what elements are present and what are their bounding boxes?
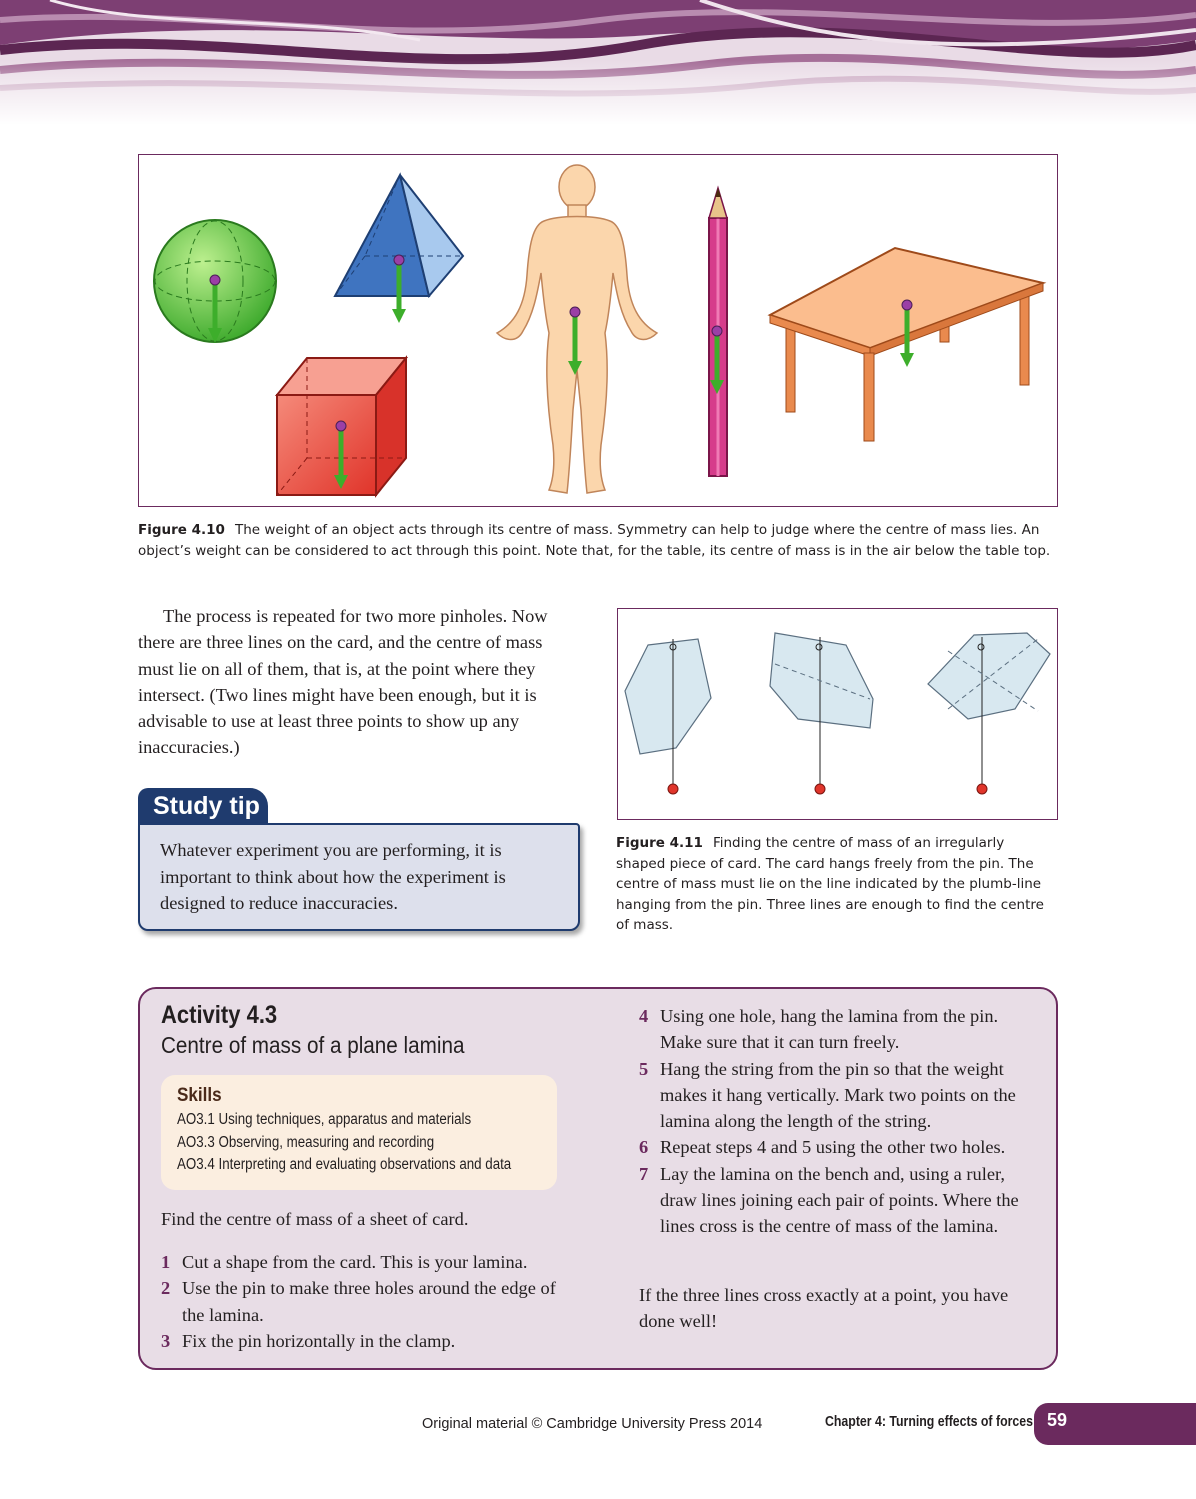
figure-4-11 xyxy=(617,608,1058,820)
step-number: 6 xyxy=(639,1137,649,1158)
step-item xyxy=(161,1249,561,1275)
hanging-lamina-illustration xyxy=(618,609,1057,818)
lamina-card-1 xyxy=(625,639,711,794)
step-item xyxy=(639,1056,1039,1135)
step-number: 5 xyxy=(639,1058,649,1079)
page-number: 59 xyxy=(1047,1410,1068,1430)
steps-list-left xyxy=(161,1249,561,1354)
step-number: 4 xyxy=(639,1006,649,1026)
step-item xyxy=(639,1161,1039,1240)
chapter-label: Chapter 4: Turning effects of forces xyxy=(825,1414,1033,1430)
study-tip-text: Whatever experiment you are performing, it is important to think about how the experiment is designed to reduce inaccuracies. xyxy=(160,840,506,913)
step-text: Use the pin to make three holes around the edge of the lamina. xyxy=(182,1278,556,1325)
copyright-notice: Original material © Cambridge University Press 2014 xyxy=(422,1416,763,1432)
step-item xyxy=(161,1328,561,1354)
lamina-card-2 xyxy=(770,633,873,794)
step-text: Hang the string from the pin so that the weight makes it hang vertically. Mark two points on the lamina along the length of the string. xyxy=(660,1058,1016,1132)
step-text: Fix the pin horizontally in the clamp. xyxy=(182,1330,456,1351)
step-item xyxy=(639,1003,1039,1056)
activity-conclusion: If the three lines cross exactly at a point, you have done well! xyxy=(639,1285,1009,1332)
figure-4-11-caption xyxy=(616,833,1046,936)
step-number: 7 xyxy=(639,1163,649,1184)
step-text: Cut a shape from the card. This is your lamina. xyxy=(182,1252,528,1272)
study-tip-heading: Study tip xyxy=(138,788,268,824)
figure-caption-text: Finding the centre of mass of an irregularly shaped piece of card. The card hangs freely from the pin. The centre of mass must lie on the line indicated by the plumb-line hanging from the pin. Three lines are enough to find the centre of mass. xyxy=(616,835,1044,933)
figure-label: Figure 4.11 xyxy=(616,835,703,851)
step-number: 2 xyxy=(161,1278,171,1299)
body-paragraph xyxy=(138,603,578,761)
figure-4-10-caption xyxy=(138,520,1058,561)
activity-title: Activity 4.3 xyxy=(161,1001,278,1029)
step-number: 1 xyxy=(161,1252,171,1272)
study-tip-box xyxy=(138,823,580,931)
skills-heading: Skills xyxy=(177,1085,222,1106)
figure-4-10 xyxy=(138,154,1058,507)
step-item xyxy=(639,1134,1039,1160)
step-item xyxy=(161,1275,561,1328)
skill-item: AO3.1 Using techniques, apparatus and materials xyxy=(177,1111,472,1128)
lamina-card-3 xyxy=(928,633,1050,794)
skill-item: AO3.4 Interpreting and evaluating observations and data xyxy=(177,1156,512,1173)
figure-caption-text: The weight of an object acts through its centre of mass. Symmetry can help to judge where the centre of mass lies. An object’s weight can be considered to act through this point. Note that, for the table, its centre of mass is in the air below the table top. xyxy=(138,522,1051,559)
activity-subtitle: Centre of mass of a plane lamina xyxy=(161,1032,465,1058)
figure-label: Figure 4.10 xyxy=(138,522,225,538)
skill-item: AO3.3 Observing, measuring and recording xyxy=(177,1133,435,1151)
activity-intro: Find the centre of mass of a sheet of card. xyxy=(161,1209,469,1229)
paragraph-text: The process is repeated for two more pinholes. Now there are three lines on the card, and the centre of mass must lie on all of them, that is, at the point where they intersect. (Two lines might have been enough, but it is advisable to use at least three points to show up any inaccuracies.) xyxy=(138,606,548,758)
activity-box xyxy=(138,987,1058,1370)
step-text: Lay the lamina on the bench and, using a ruler, draw lines joining each pair of points. Where the lines cross is the centre of mass of the lamina. xyxy=(660,1163,1019,1237)
skills-box xyxy=(161,1075,557,1190)
steps-list-right xyxy=(639,1003,1039,1240)
step-text: Repeat steps 4 and 5 using the other two holes. xyxy=(660,1137,1006,1158)
step-text: Using one hole, hang the lamina from the pin. Make sure that it can turn freely. xyxy=(660,1006,999,1053)
header-banner xyxy=(0,0,1196,125)
step-number: 3 xyxy=(161,1330,171,1351)
centre-of-mass-illustration xyxy=(139,155,1057,505)
